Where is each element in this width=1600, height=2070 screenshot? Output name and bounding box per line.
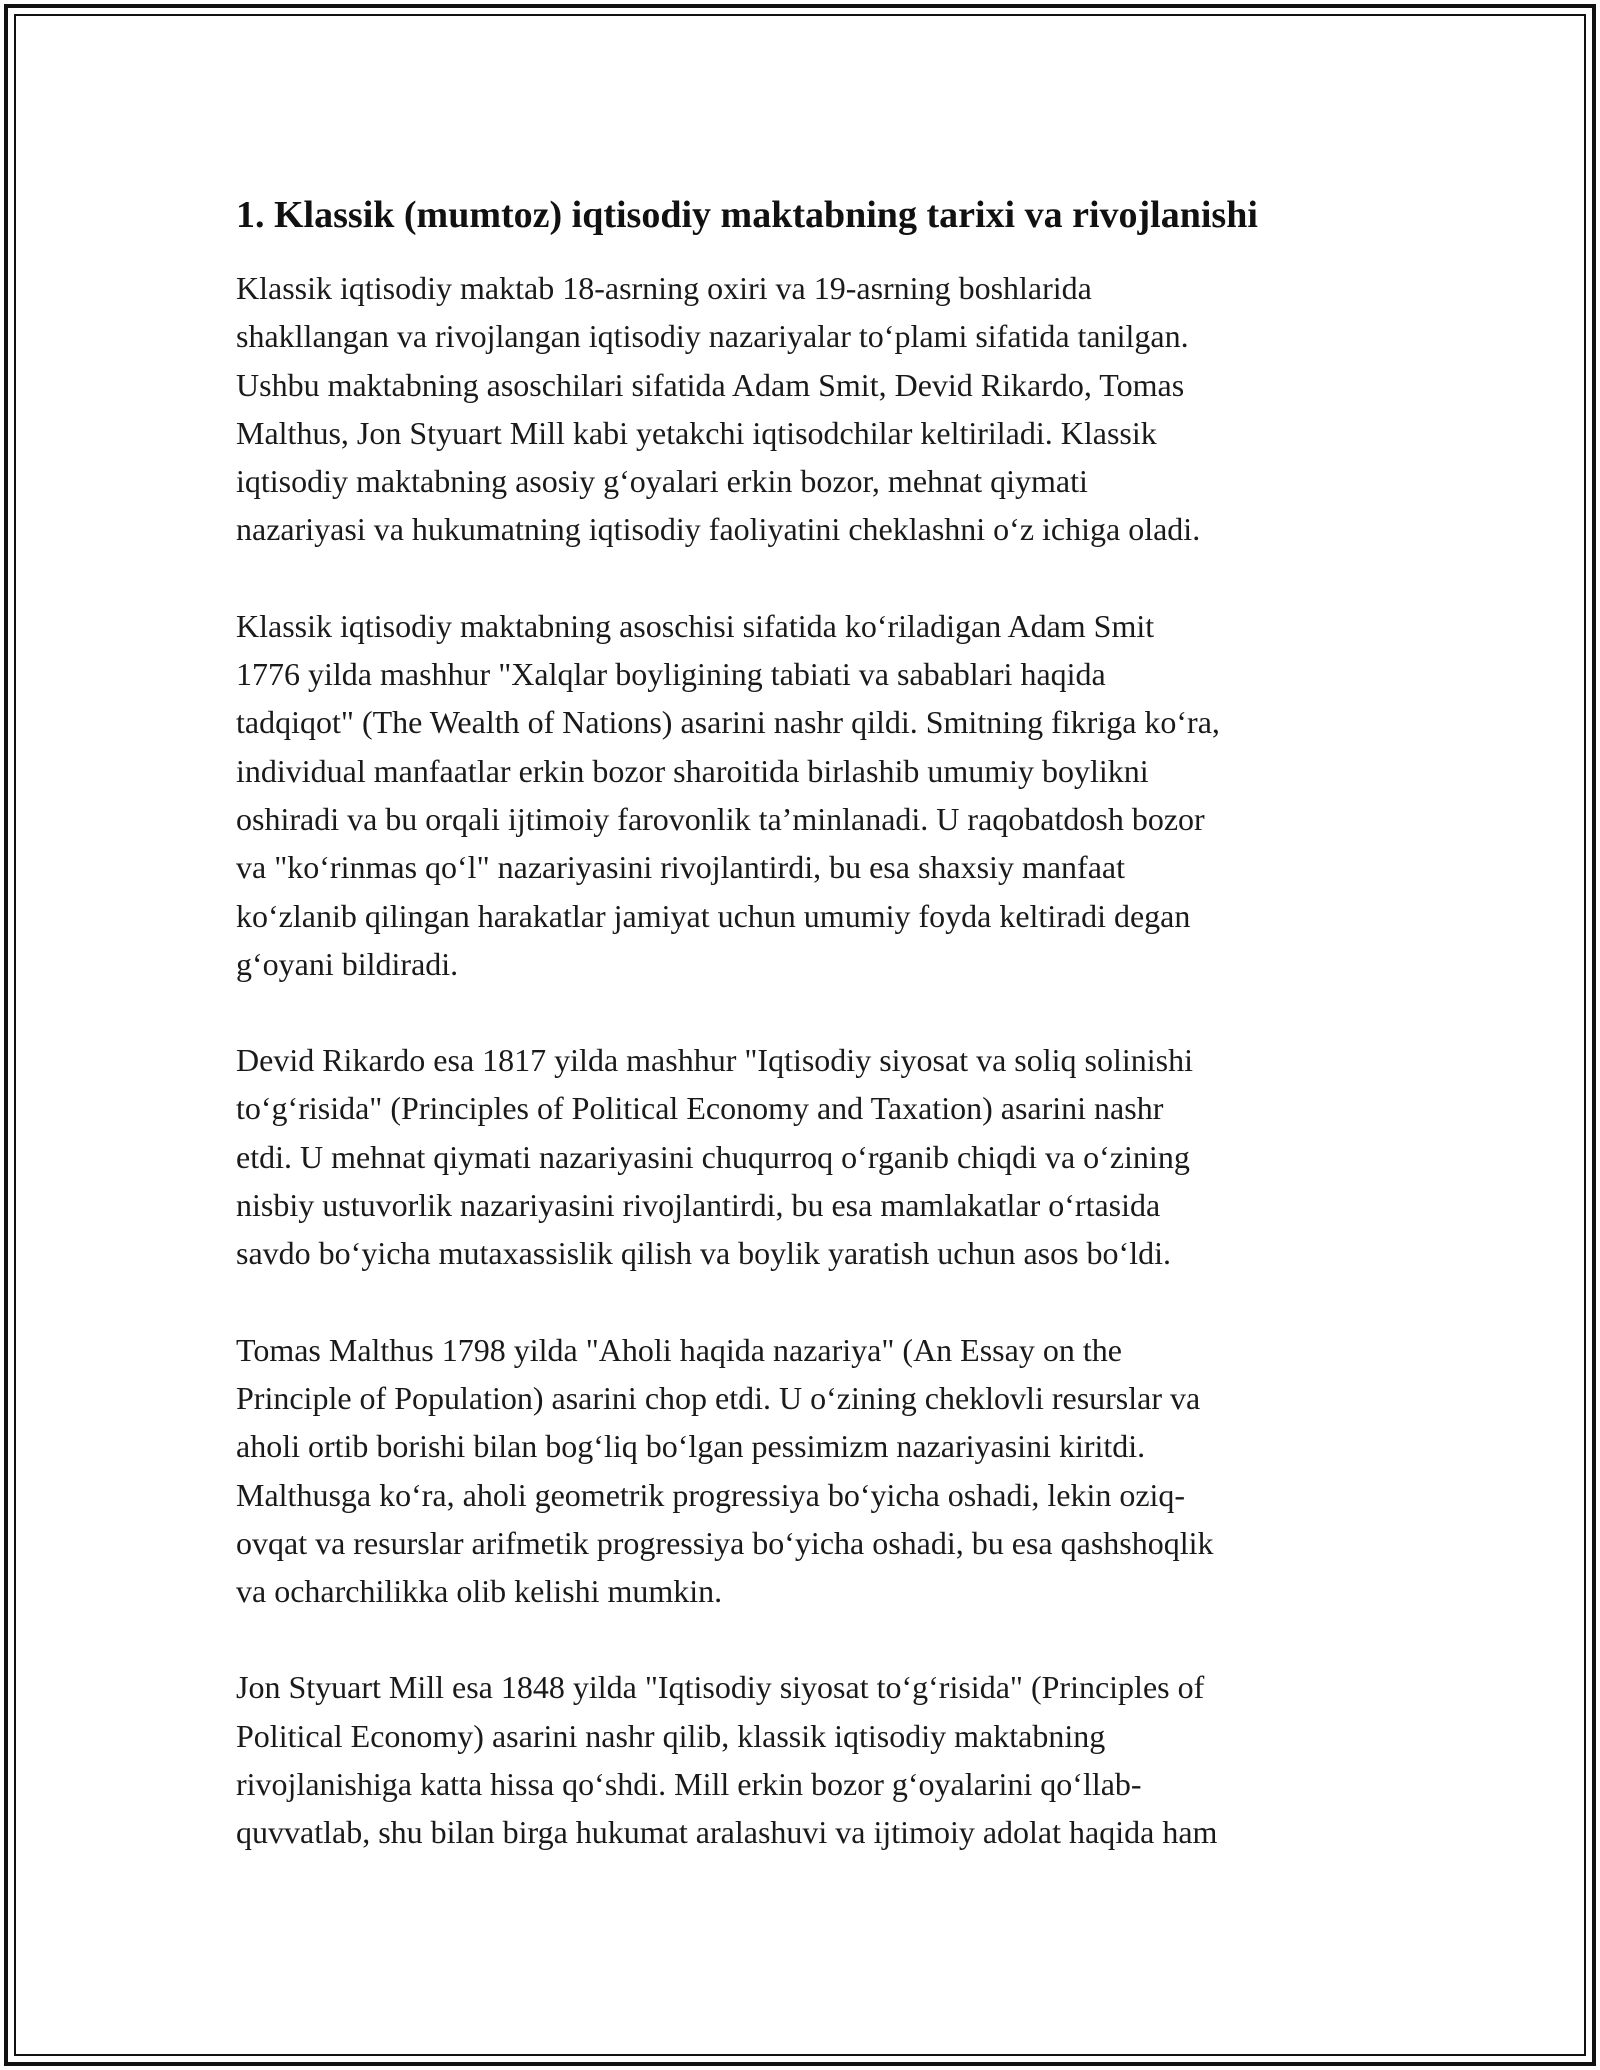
- paragraph-adam-smit: Klassik iqtisodiy maktabning asoschisi sifatida ko‘riladigan Adam Smit 1776 yilda mashhur "Xalqlar boyligining tabiati va sabablari haqida tadqiqot" (The Wealth of Nations) asarini nashr qildi. Smitning fikriga ko‘ra, individual manfaatlar erkin bozor sharoitida birlashib umumiy boylikni oshiradi va bu orqali ijtimoiy farovonlik ta’minlanadi. U raqobatdosh bozor va "ko‘rinmas qo‘l" nazariyasini rivojlantirdi, bu esa shaxsiy manfaat ko‘zlanib qilingan harakatlar jamiyat uchun umumiy foyda keltiradi degan g‘oyani bildiradi.: [236, 607, 1220, 982]
- paragraph-rikardo: Devid Rikardo esa 1817 yilda mashhur "Iqtisodiy siyosat va soliq solinishi to‘g‘risida" (Principles of Political Economy and Taxation) asarini nashr etdi. U mehnat qiymati nazariyasini chuqurroq o‘rganib chiqdi va o‘zining nisbiy ustuvorlik nazariyasini rivojlantirdi, bu esa mamlakatlar o‘rtasida savdo bo‘yicha mutaxassislik qilish va boylik yaratish uchun asos bo‘ldi.: [236, 1042, 1193, 1272]
- section-heading: 1. Klassik (mumtoz) iqtisodiy maktabning tarixi va rivojlanishi: [236, 194, 1258, 236]
- paragraph-intro: Klassik iqtisodiy maktab 18-asrning oxiri va 19-asrning boshlarida shakllangan va rivojlangan iqtisodiy nazariyalar to‘plami sifatida tanilgan. Ushbu maktabning asoschilari sifatida Adam Smit, Devid Rikardo, Tomas Malthus, Jon Styuart Mill kabi yetakchi iqtisodchilar keltiriladi. Klassik iqtisodiy maktabning asosiy g‘oyalari erkin bozor, mehnat qiymati nazariyasi va hukumatning iqtisodiy faoliyatini cheklashni o‘z ichiga oladi.: [236, 270, 1201, 548]
- paragraph-mill: Jon Styuart Mill esa 1848 yilda "Iqtisodiy siyosat to‘g‘risida" (Principles of Political Economy) asarini nashr qilib, klassik iqtisodiy maktabning rivojlanishiga katta hissa qo‘shdi. Mill erkin bozor g‘oyalarini qo‘llab- quvvatlab, shu bilan birga hukumat aralashuvi va ijtimoiy adolat haqida ham: [236, 1669, 1218, 1851]
- paragraph-malthus: Tomas Malthus 1798 yilda "Aholi haqida nazariya" (An Essay on the Principle of Population) asarini chop etdi. U o‘zining cheklovli resurslar va aholi ortib borishi bilan bog‘liq bo‘lgan pessimizm nazariyasini kiritdi. Malthusga ko‘ra, aholi geometrik progressiya bo‘yicha oshadi, lekin oziq- ovqat va resurslar arifmetik progressiya bo‘yicha oshadi, bu esa qashshoqlik va ocharchilikka olib kelishi mumkin.: [236, 1331, 1214, 1610]
- document-body: [236, 186, 1386, 1905]
